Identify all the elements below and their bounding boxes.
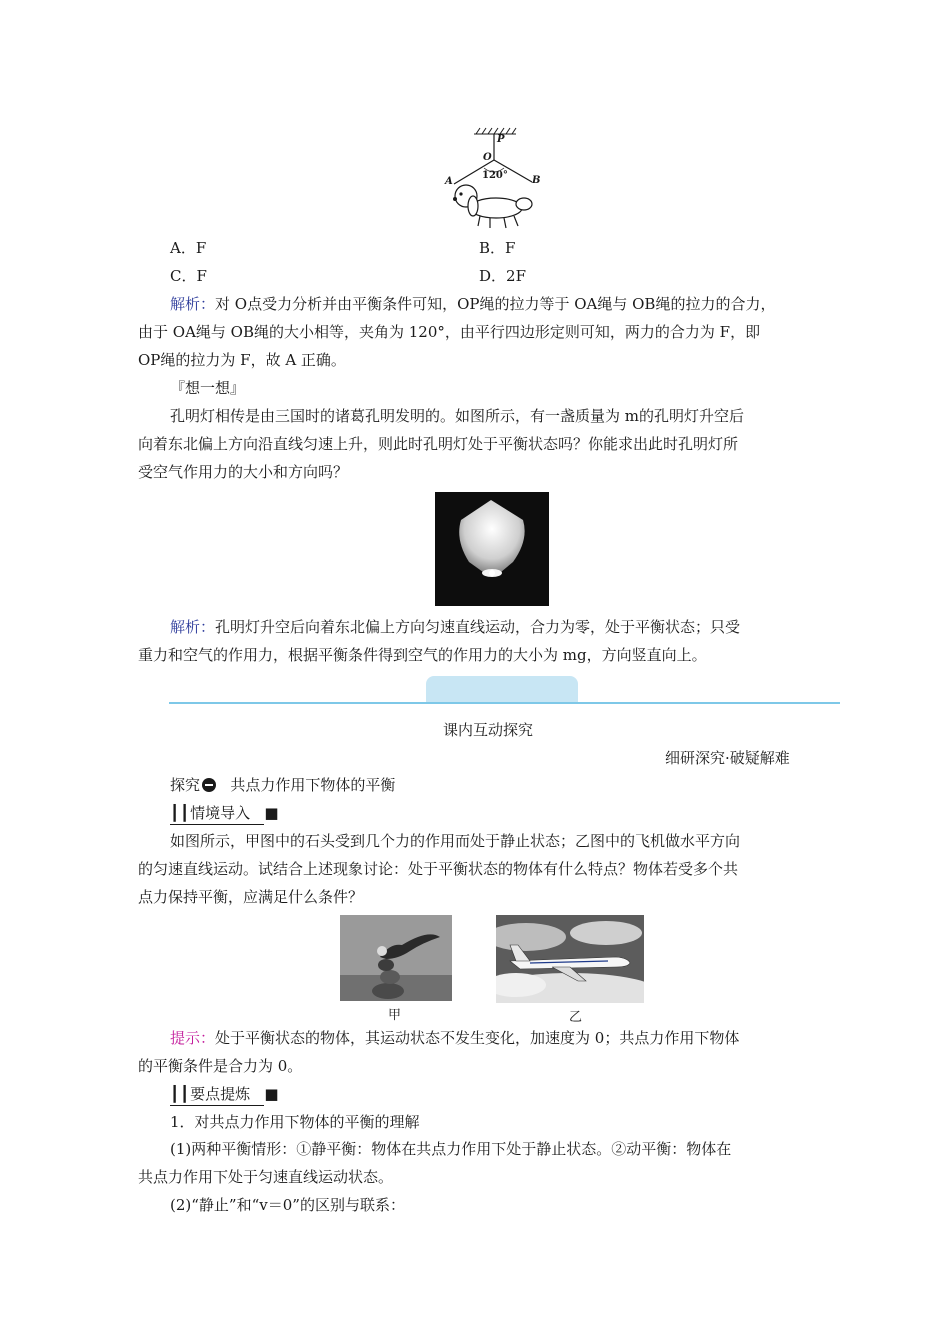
scenario-heading-text: 情境导入 — [190, 804, 251, 822]
label-a: A — [445, 176, 453, 187]
keypoint-item-3: (2)“静止”和“v＝0”的区别与联系： — [170, 1196, 405, 1214]
analysis-tag-2: 解析： — [170, 618, 216, 636]
scenario-line-1: 如图所示，甲图中的石头受到几个力的作用而处于静止状态；乙图中的飞机做水平方向 — [170, 832, 741, 850]
option-a: A．F — [170, 239, 207, 257]
dog-icon — [455, 185, 532, 228]
hint-tag: 提示： — [170, 1029, 216, 1047]
square-icon: ■ — [264, 804, 279, 822]
scenario-heading-underline — [170, 803, 264, 825]
keypoints-heading-text: 要点提炼 — [190, 1085, 251, 1103]
bars-icon: ┃┃ — [170, 804, 191, 822]
ceiling-hatch — [474, 128, 516, 134]
option-c: C．F — [170, 267, 207, 285]
section-title: 课内互动探究 — [443, 721, 534, 739]
option-d: D．2F — [479, 267, 526, 285]
explore-title: 共点力作用下物体的平衡 — [230, 776, 396, 794]
think-line-1: 孔明灯相传是由三国时的诸葛孔明发明的。如图所示，有一盏质量为 m的孔明灯升空后 — [170, 407, 744, 425]
explore-heading — [170, 775, 395, 795]
keypoint-item-2-line-2: 共点力作用下处于匀速直线运动状态。 — [138, 1168, 394, 1186]
analysis-2-line-1 — [170, 617, 740, 637]
keypoints-heading-underline — [170, 1084, 264, 1106]
hint-line-1 — [170, 1028, 739, 1048]
analysis-1-text: 对 O点受力分析并由平衡条件可知，OP绳的拉力等于 OA绳与 OB绳的拉力的合力， — [215, 295, 776, 313]
scenario-line-3: 点力保持平衡，应满足什么条件？ — [138, 888, 364, 906]
bars-icon: ┃┃ — [170, 1085, 191, 1103]
analysis-1-line-3: OP绳的拉力为 F，故 A 正确。 — [138, 351, 346, 369]
keypoint-item-2-line-1: (1)两种平衡情形：①静平衡：物体在共点力作用下处于静止状态。②动平衡：物体在 — [170, 1140, 732, 1158]
section-tab — [426, 676, 578, 703]
option-b: B．F — [479, 239, 516, 257]
keypoints-heading — [170, 1084, 279, 1106]
explore-label: 探究 — [170, 776, 201, 794]
label-p: P — [497, 134, 505, 145]
square-icon: ■ — [264, 1085, 279, 1103]
think-line-2: 向着东北偏上方向沿直线匀速上升，则此时孔明灯处于平衡状态吗？你能求出此时孔明灯所 — [138, 435, 739, 453]
hint-line-2: 的平衡条件是合力为 0。 — [138, 1057, 303, 1075]
section-subtitle: 细研深究·破疑解难 — [665, 749, 790, 767]
think-title: 『想一想』 — [170, 379, 246, 397]
airplane-photo — [496, 915, 644, 1003]
caption-right: 乙 — [569, 1010, 583, 1025]
caption-left: 甲 — [388, 1008, 402, 1023]
angle-label: 120° — [482, 170, 508, 181]
section-rule — [169, 702, 840, 704]
number-one-icon — [202, 778, 216, 792]
keypoint-item-1: 1．对共点力作用下物体的平衡的理解 — [170, 1113, 420, 1131]
analysis-1-line-2: 由于 OA绳与 OB绳的大小相等，夹角为 120°，由平行四边形定则可知，两力的合力为 F，即 — [138, 323, 761, 341]
think-line-3: 受空气作用力的大小和方向吗？ — [138, 463, 349, 481]
hint-text: 处于平衡状态的物体，其运动状态不发生变化，加速度为 0；共点力作用下物体 — [215, 1029, 740, 1047]
analysis-2-text: 孔明灯升空后向着东北偏上方向匀速直线运动，合力为零，处于平衡状态；只受 — [215, 618, 741, 636]
scenario-line-2: 的匀速直线运动。试结合上述现象讨论：处于平衡状态的物体有什么特点？物体若受多个共 — [138, 860, 739, 878]
analysis-tag: 解析： — [170, 295, 216, 313]
scenario-heading — [170, 803, 279, 825]
analysis-2-line-2: 重力和空气的作用力，根据平衡条件得到空气的作用力的大小为 mg，方向竖直向上。 — [138, 646, 707, 664]
analysis-1-line-1 — [170, 294, 775, 314]
label-o: O — [483, 152, 492, 163]
sky-lantern-photo — [435, 492, 549, 606]
stone-eagle-photo — [340, 915, 452, 1001]
label-b: B — [532, 175, 541, 186]
